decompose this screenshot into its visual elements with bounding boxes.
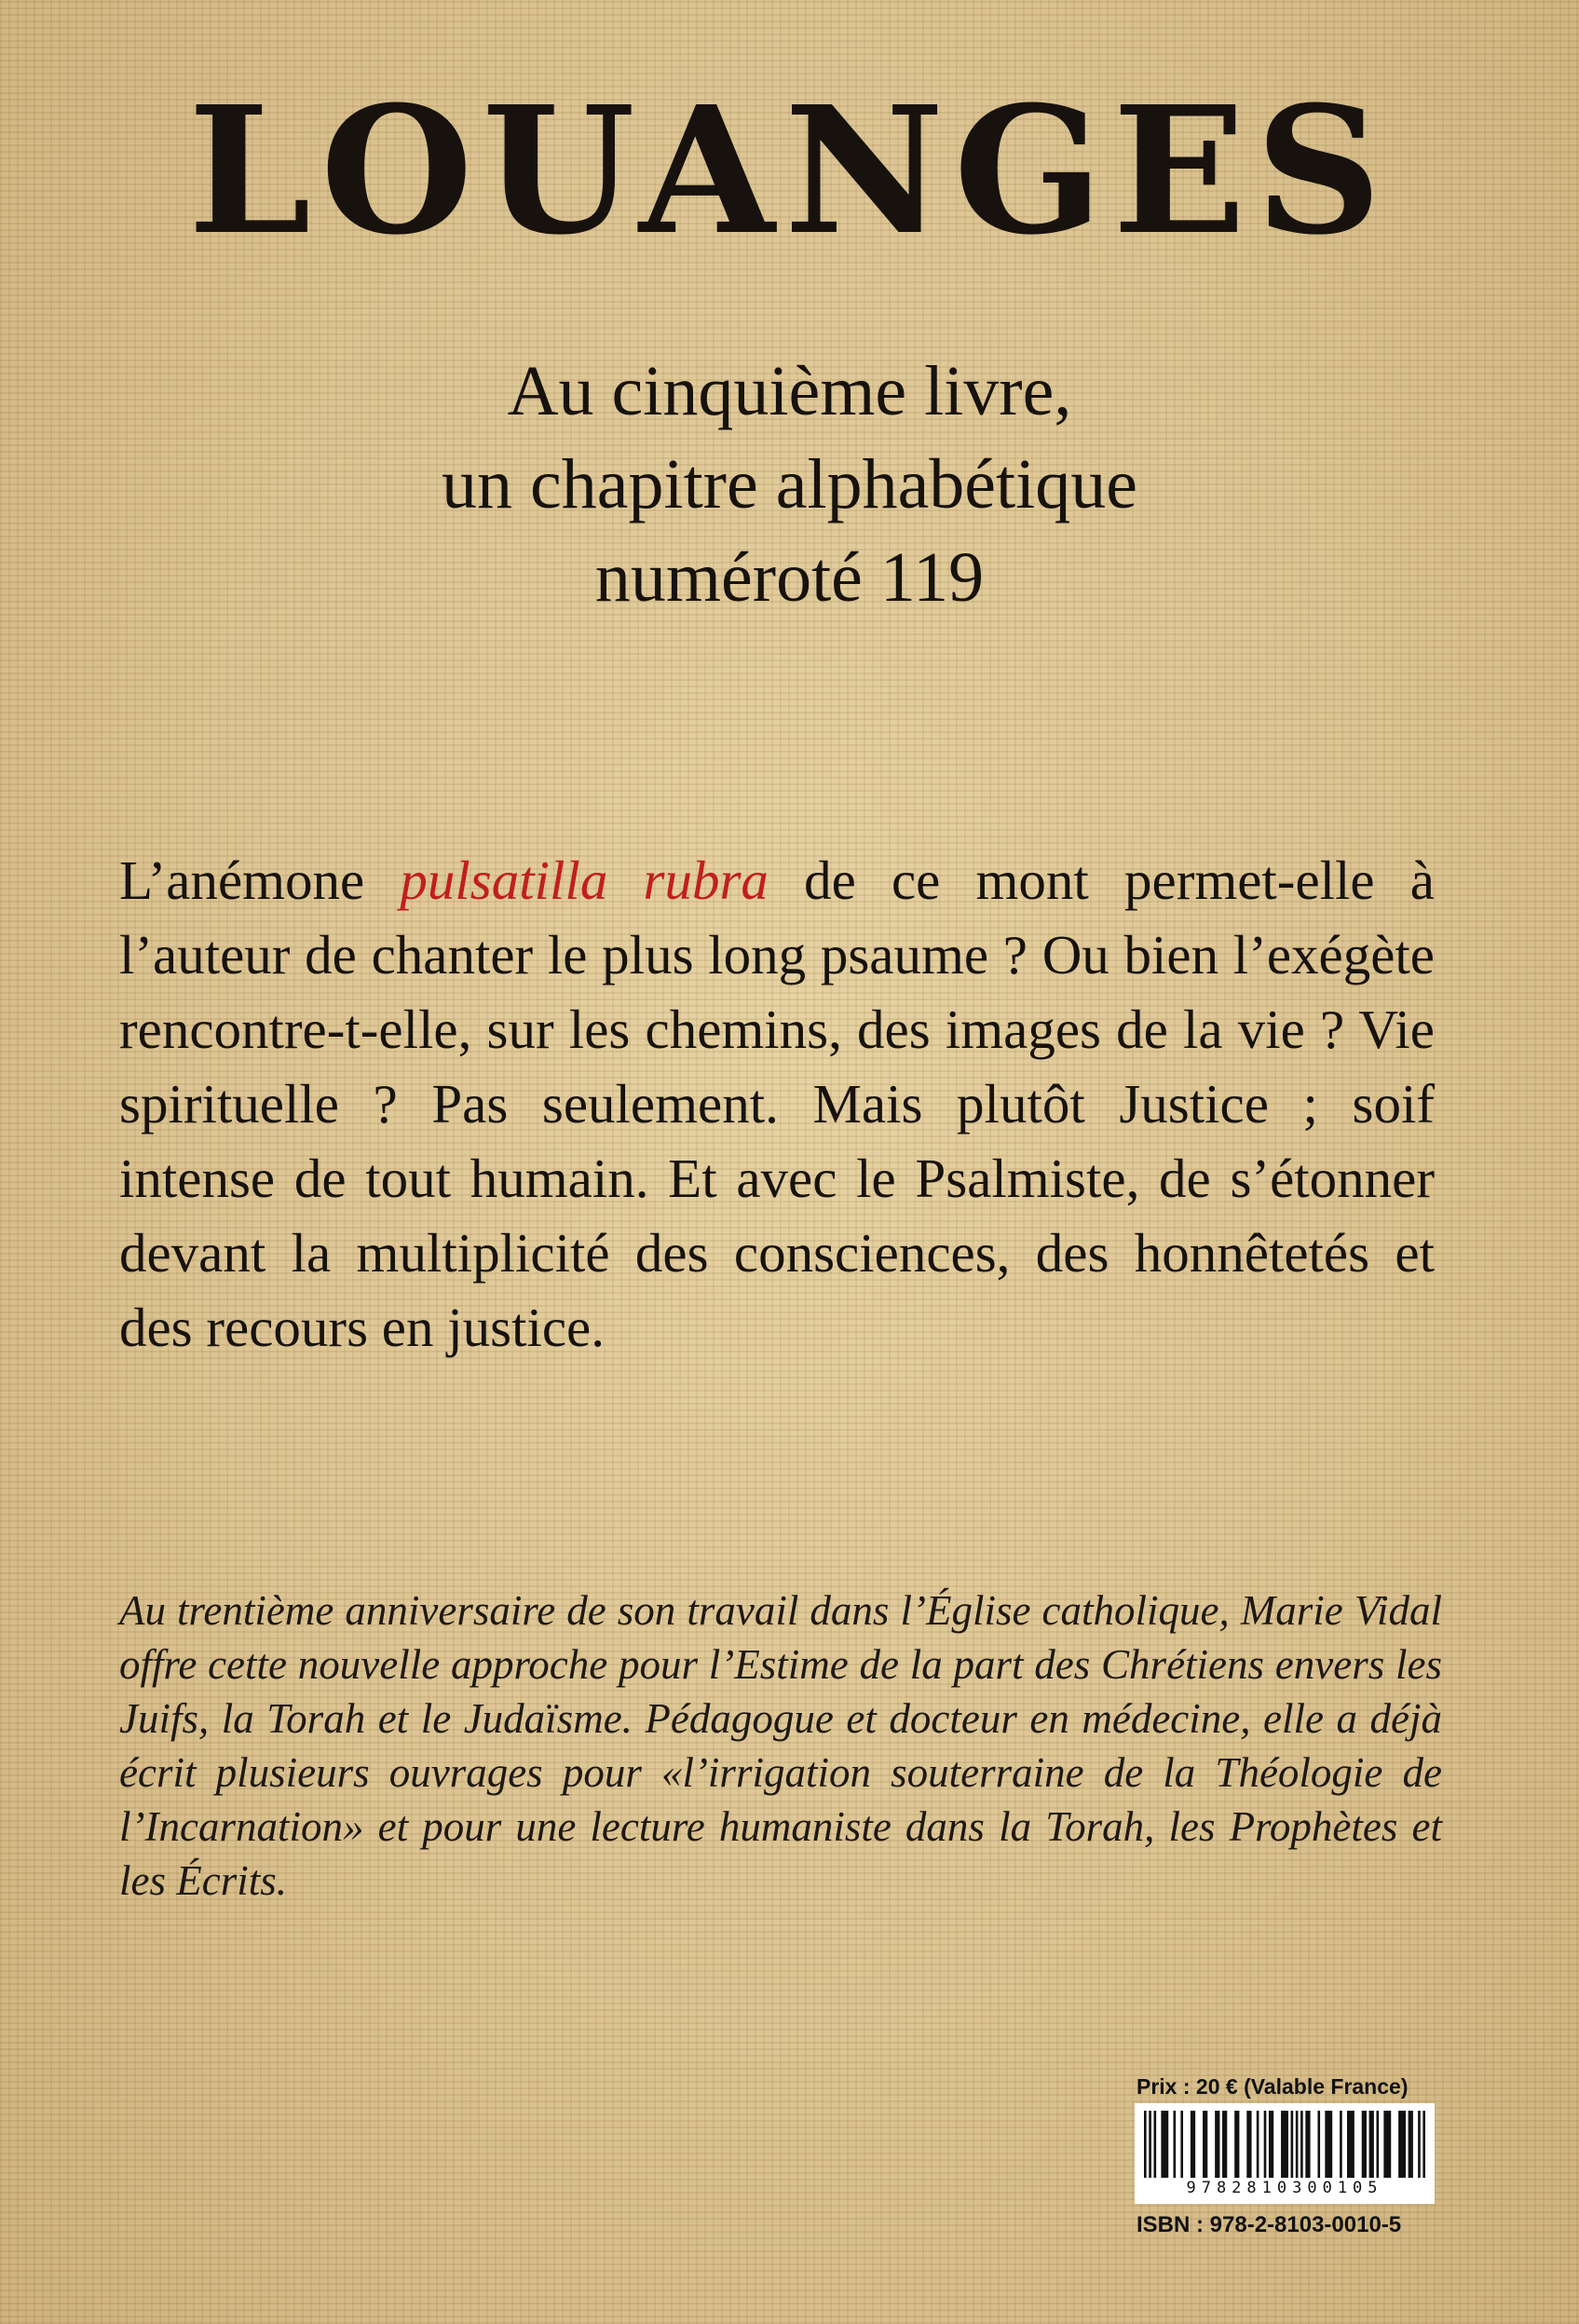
barcode-bar [1257,2111,1259,2178]
barcode-bar [1149,2111,1151,2178]
blurb-highlight-flower-name: pulsatilla rubra [400,849,769,911]
book-title: LOUANGES [187,68,1392,274]
barcode-bar [1281,2111,1288,2178]
barcode-bar [1174,2111,1177,2178]
barcode [1135,2103,1435,2204]
book-subtitle [0,345,1579,624]
subtitle-line-1: Au cinquième livre, [507,352,1072,430]
barcode-bar [1296,2111,1299,2178]
barcode-bar [1191,2111,1195,2178]
barcode-digits: 9782810300105 [1186,2179,1383,2197]
barcode-bar [1369,2111,1374,2178]
barcode-bar [1269,2111,1273,2178]
barcode-bar [1215,2111,1219,2178]
barcode-bar [1246,2111,1251,2178]
barcode-bar [1340,2111,1342,2178]
barcode-bar [1325,2111,1332,2178]
barcode-bars [1144,2111,1425,2178]
barcode-bar [1161,2111,1168,2178]
barcode-bar [1376,2111,1379,2178]
subtitle-line-3: numéroté 119 [594,538,985,617]
barcode-bar [1347,2111,1354,2178]
blurb-paragraph [119,843,1435,1365]
barcode-bar [1180,2111,1183,2178]
barcode-bar [1418,2111,1421,2178]
author-bio: Au trentième anniversaire de son travail dans l’Église catholique, Marie Vidal offre cette nouvelle approche pour l’Estime de la part des Chrétiens envers les Juifs, la Torah et le Judaïsme. Pédagogue et docteur en médecine, elle a déjà écrit plusieurs ouvrages pour «l’irrigation souterraine de la Théologie de l’Incarnation» et pour une lecture humaniste dans la Torah, les Prophètes et les Écrits. [119,1587,1442,1904]
barcode-bar [1398,2111,1406,2178]
barcode-bar [1264,2111,1267,2178]
barcode-bar [1154,2111,1157,2178]
barcode-bar [1362,2111,1367,2178]
barcode-bar [1222,2111,1227,2178]
barcode-bar [1305,2111,1310,2178]
barcode-bar [1144,2111,1147,2178]
barcode-bar [1422,2111,1425,2178]
barcode-bar [1234,2111,1239,2178]
blurb-text-start: L’anémone [119,849,401,911]
barcode-bar [1203,2111,1207,2178]
blurb-text-rest: de ce mont permet-elle à l’auteur de chanter le plus long psaume ? Ou bien l’exégète rencontre-t-elle, sur les chemins, des images de la vie ? Vie spirituelle ? Pas seulement. Mais plutôt Justice ; soif intense de tout humain. Et avec le Psalmiste, de s’étonner devant la multiplicité des consciences, des honnêtetés et des recours en justice. [119,849,1435,1358]
barcode-bar [1317,2111,1320,2178]
subtitle-line-2: un chapitre alphabétique [441,445,1137,523]
price-label: Prix : 20 € (Valable France) [1137,2074,1409,2099]
barcode-bar [1300,2111,1303,2178]
barcode-bar [1383,2111,1391,2178]
barcode-bar [1291,2111,1294,2178]
barcode-bar [1409,2111,1413,2178]
isbn-label: ISBN : 978-2-8103-0010-5 [1137,2212,1402,2237]
